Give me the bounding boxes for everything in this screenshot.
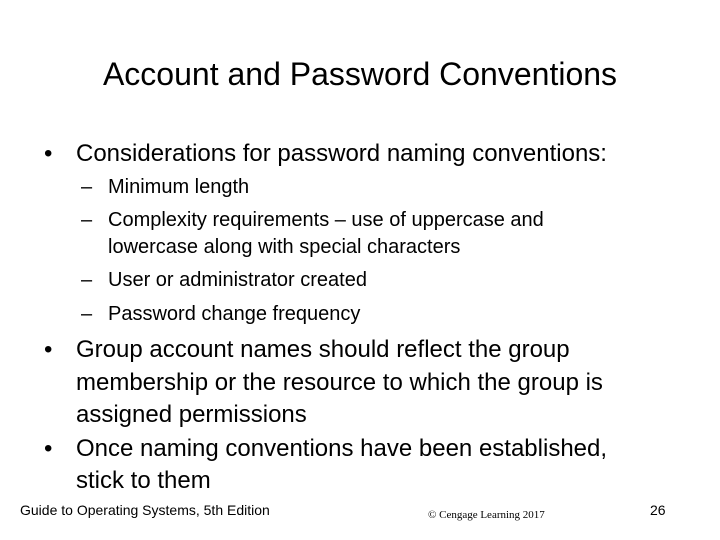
bullet-marker: • xyxy=(44,336,53,363)
bullet-item xyxy=(44,333,570,367)
bullet-marker: • xyxy=(44,140,53,167)
footer-copyright: © Cengage Learning 2017 xyxy=(428,509,545,521)
sub-bullet-item xyxy=(81,206,544,235)
footer-book-title: Guide to Operating Systems, 5th Edition xyxy=(20,502,270,518)
sub-bullet-text: Minimum length xyxy=(108,176,250,198)
sub-bullet-continuation: lowercase along with special characters xyxy=(108,236,461,258)
bullet-item xyxy=(44,432,608,466)
slide-title: Account and Password Conventions xyxy=(102,56,618,92)
footer-page-number: 26 xyxy=(650,502,666,518)
bullet-marker: • xyxy=(44,435,53,462)
sub-bullet-item xyxy=(81,266,367,295)
bullet-item xyxy=(44,137,607,171)
bullet-text: Considerations for password naming conventions: xyxy=(76,140,607,167)
dash-marker: – xyxy=(81,303,93,325)
bullet-text: Once naming conventions have been established, xyxy=(76,435,608,462)
bullet-text: Group account names should reflect the group xyxy=(76,336,570,363)
bullet-continuation: stick to them xyxy=(76,467,211,494)
sub-bullet-item xyxy=(81,300,361,329)
sub-bullet-text: Complexity requirements – use of uppercase and xyxy=(108,209,544,231)
bullet-continuation: membership or the resource to which the group is xyxy=(76,369,603,396)
dash-marker: – xyxy=(81,269,93,291)
sub-bullet-item xyxy=(81,173,250,202)
bullet-continuation: assigned permissions xyxy=(76,401,307,428)
sub-bullet-text: User or administrator created xyxy=(108,269,367,291)
dash-marker: – xyxy=(81,176,93,198)
sub-bullet-text: Password change frequency xyxy=(108,303,361,325)
dash-marker: – xyxy=(81,209,93,231)
